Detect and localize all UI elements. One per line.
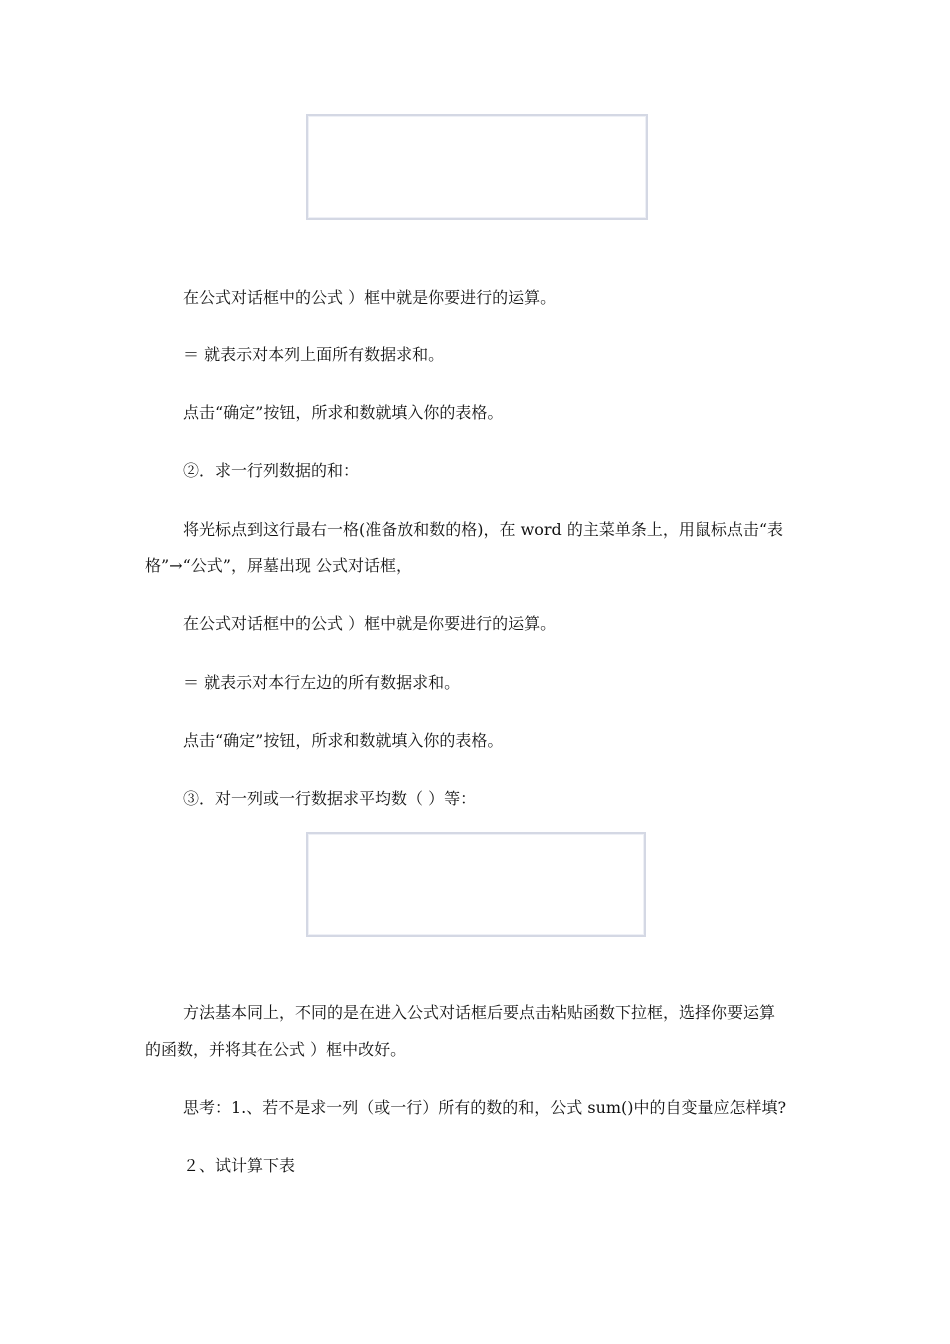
paragraph-think-question: 思考：1.、若不是求一列（或一行）所有的数的和，公式 sum()中的自变量应怎样填?: [183, 1098, 787, 1117]
paragraph-click-ok: 点击“确定”按钮，所求和数就填入你的表格。: [183, 403, 504, 422]
formula-dialog-image-2: [306, 832, 646, 937]
paragraph-cursor-step-line1: 将光标点到这行最右一格(准备放和数的格)，在 word 的主菜单条上，用鼠标点击“表: [183, 520, 784, 539]
paragraph-cursor-step-line2: 格”→“公式”，屏墓出现 公式对话框，: [145, 556, 413, 575]
paragraph-sum-row: ＝ 就表示对本行左边的所有数据求和。: [183, 673, 461, 692]
formula-dialog-image-1: [306, 114, 648, 220]
paragraph-formula-box: 在公式对话框中的公式 ）框中就是你要进行的运算。: [183, 288, 557, 307]
paragraph-click-ok-2: 点击“确定”按钮，所求和数就填入你的表格。: [183, 731, 504, 750]
paragraph-calculate-table: ２、试计算下表: [183, 1156, 296, 1175]
paragraph-row-sum-heading: ②．求一行列数据的和：: [183, 461, 360, 480]
paragraph-sum-column: ＝ 就表示对本列上面所有数据求和。: [183, 345, 445, 364]
paragraph-average-heading: ③．对一列或一行数据求平均数（ ）等：: [183, 789, 477, 808]
paragraph-method-line2: 的函数，并将其在公式 ）框中改好。: [145, 1040, 407, 1059]
paragraph-formula-box-2: 在公式对话框中的公式 ）框中就是你要进行的运算。: [183, 614, 557, 633]
paragraph-method-line1: 方法基本同上，不同的是在进入公式对话框后要点击粘贴函数下拉框，选择你要运算: [183, 1003, 776, 1022]
